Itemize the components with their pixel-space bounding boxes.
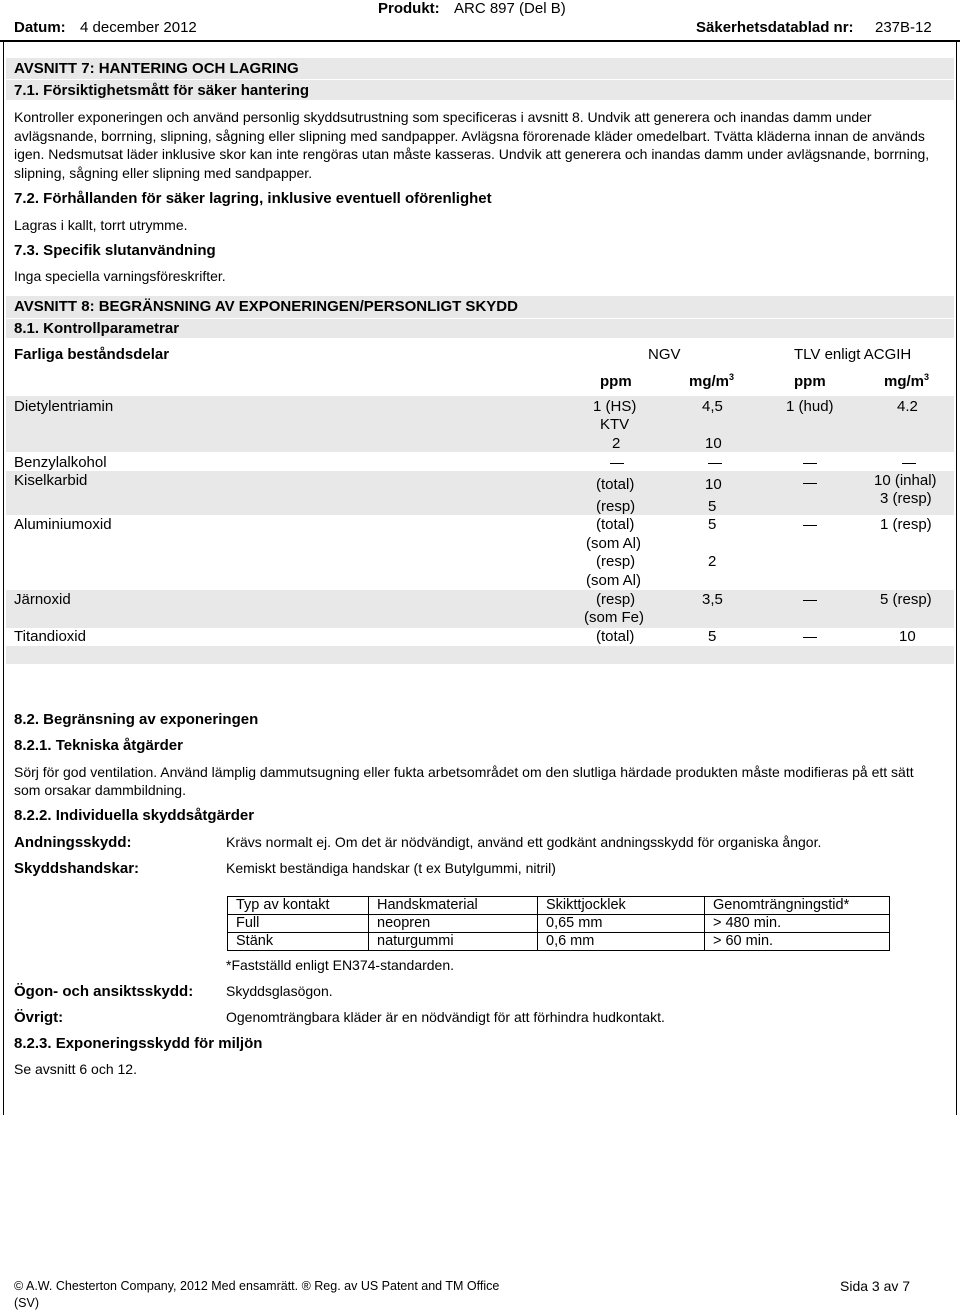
dash xyxy=(803,600,817,601)
section822-title: 8.2.2. Individuella skyddsåtgärder xyxy=(14,807,255,824)
section73-text: Inga speciella varningsföreskrifter. xyxy=(14,268,226,284)
footer-copyright: © A.W. Chesterton Company, 2012 Med ensamrätt. ® Reg. av US Patent and TM Office xyxy=(14,1279,500,1293)
ngv-mgm3: 2 xyxy=(708,553,717,570)
glove-col-header: Genomträngningstid* xyxy=(705,897,890,915)
substance-name: Järnoxid xyxy=(14,591,71,608)
tlv-mgm3: 10 (inhal) xyxy=(874,472,937,489)
ngv-ppm: 1 (HS) xyxy=(593,398,637,415)
ngv-ppm: (resp) xyxy=(596,591,636,608)
section7-title: AVSNITT 7: HANTERING OCH LAGRING xyxy=(14,60,299,77)
footer-lang: (SV) xyxy=(14,1296,39,1310)
section821-text: Sörj för god ventilation. Använd lämplig dammutsugning eller fukta arbetsområdet om den slutliga härdade produkten måste modifieras på ett sätt som orsakar dammbildning. xyxy=(14,764,914,798)
date-label: Datum: xyxy=(14,19,66,36)
table-row xyxy=(228,933,890,951)
ngv-ppm: 2 xyxy=(612,435,621,452)
footer-page: Sida 3 av 7 xyxy=(840,1278,911,1294)
substance-name: Aluminiumoxid xyxy=(14,516,112,533)
sds-label: Säkerhetsdatablad nr: xyxy=(696,19,854,36)
date-value: 4 december 2012 xyxy=(80,19,197,36)
breathing-text: Krävs normalt ej. Om det är nödvändigt, använd ett godkänt andningsskydd för organiska ångor. xyxy=(226,834,822,850)
frame-right xyxy=(956,42,957,1115)
glove-cell: neopren xyxy=(369,915,538,933)
eye-label: Ögon- och ansiktsskydd: xyxy=(14,983,194,1000)
gloves-text: Kemiskt beständiga handskar (t ex Butylgummi, nitril) xyxy=(226,860,556,876)
glove-cell: 0,6 mm xyxy=(538,933,705,951)
glove-cell: Stänk xyxy=(228,933,369,951)
other-label: Övrigt: xyxy=(14,1009,64,1026)
section71-text: Kontroller exponeringen och använd personlig skyddsutrustning som specificeras i avsnitt 8. Undvik att generera och inandas damm under avlägsnande, borrning, slipning, sågning eller slipning med sandpapper. Avlägsna förorenade kläder omedelbart. Tvätta kläderna innan de används igen. Nedsmutsat läder inklusive skor kan inte rengöras utan måste kasseras. Undvik att generera och inandas damm under avlägsnande, borrning, slipning, sågning eller slipning med sandpapper. xyxy=(14,109,930,181)
product-label: Produkt: xyxy=(378,0,440,17)
section821-title: 8.2.1. Tekniska åtgärder xyxy=(14,737,183,754)
sds-value: 237B-12 xyxy=(875,19,932,36)
col-substance-header: Farliga beståndsdelar xyxy=(14,346,170,363)
ngv-ppm: (total) xyxy=(596,476,635,493)
glove-col-header: Handskmaterial xyxy=(369,897,538,915)
glove-cell: naturgummi xyxy=(369,933,538,951)
glove-cell: 0,65 mm xyxy=(538,915,705,933)
glove-footnote: *Fastställd enligt EN374-standarden. xyxy=(226,957,455,973)
ngv-ppm: KTV xyxy=(600,416,630,433)
glove-cell: > 60 min. xyxy=(705,933,890,951)
glove-col-header: Skikttjocklek xyxy=(538,897,705,915)
section72-title: 7.2. Förhållanden för säker lagring, inklusive eventuell oförenlighet xyxy=(14,190,492,207)
ngv-ppm: (som Al) xyxy=(586,535,642,552)
col-ngv-header: NGV xyxy=(648,346,681,363)
other-text: Ogenomträngbara kläder är en nödvändigt för att förhindra hudkontakt. xyxy=(226,1009,665,1025)
frame-left xyxy=(3,42,4,1115)
ngv-ppm: (resp) xyxy=(596,553,636,570)
ngv-ppm: (resp) xyxy=(596,498,636,515)
dash xyxy=(803,483,817,484)
tlv-mgm3: 4.2 xyxy=(897,398,918,415)
section823-title: 8.2.3. Exponeringsskydd för miljön xyxy=(14,1035,263,1052)
ngv-ppm: (total) xyxy=(596,628,635,645)
dash xyxy=(902,463,916,464)
dash xyxy=(803,525,817,526)
dash xyxy=(708,463,722,464)
row-bg xyxy=(6,590,954,628)
substance-name: Benzylalkohol xyxy=(14,454,107,471)
ngv-ppm: (som Fe) xyxy=(584,609,644,626)
header-divider xyxy=(0,40,960,42)
ngv-ppm-header: ppm xyxy=(600,373,632,390)
glove-cell: > 480 min. xyxy=(705,915,890,933)
section823-text: Se avsnitt 6 och 12. xyxy=(14,1061,137,1077)
tlv-mgm3-header: $mg/m^3$ xyxy=(884,372,930,390)
col-tlv-header: TLV enligt ACGIH xyxy=(794,346,912,363)
dash xyxy=(610,463,624,464)
section8-title: AVSNITT 8: BEGRÄNSNING AV EXPONERINGEN/PERSONLIGT SKYDD xyxy=(14,298,518,315)
section81-title: 8.1. Kontrollparametrar xyxy=(14,320,180,337)
eye-text: Skyddsglasögon. xyxy=(226,983,333,999)
section73-title: 7.3. Specifik slutanvändning xyxy=(14,242,216,259)
ngv-mgm3-header: $mg/m^3$ xyxy=(689,372,735,390)
product-value: ARC 897 (Del B) xyxy=(454,0,566,17)
tlv-ppm-header: ppm xyxy=(794,373,826,390)
ngv-mgm3: 4,5 xyxy=(702,398,723,415)
section82-title: 8.2. Begränsning av exponeringen xyxy=(14,711,259,728)
tlv-mgm3: 10 xyxy=(899,628,916,645)
gloves-label: Skyddshandskar: xyxy=(14,860,140,877)
substance-name: Kiselkarbid xyxy=(14,472,88,489)
ngv-mgm3: 10 xyxy=(705,435,722,452)
substance-name: Dietylentriamin xyxy=(14,398,114,415)
section71-title: 7.1. Försiktighetsmått för säker hantering xyxy=(14,82,310,99)
row-bg xyxy=(6,471,954,515)
row-bg xyxy=(6,646,954,664)
substance-name: Titandioxid xyxy=(14,628,86,645)
breathing-label: Andningsskydd: xyxy=(14,834,132,851)
glove-col-header: Typ av kontakt xyxy=(228,897,369,915)
table-row xyxy=(228,915,890,933)
ngv-mgm3: 3,5 xyxy=(702,591,723,608)
table-header-row xyxy=(228,897,890,915)
ngv-mgm3: 10 xyxy=(705,476,722,493)
tlv-mgm3: 1 (resp) xyxy=(880,516,932,533)
tlv-ppm: 1 (hud) xyxy=(786,398,834,415)
ngv-ppm: (total) xyxy=(596,516,635,533)
section72-text: Lagras i kallt, torrt utrymme. xyxy=(14,217,188,233)
ngv-ppm: (som Al) xyxy=(586,572,642,589)
glove-table xyxy=(227,896,890,951)
tlv-mgm3: 3 (resp) xyxy=(880,490,932,507)
ngv-mgm3: 5 xyxy=(708,516,717,533)
glove-cell: Full xyxy=(228,915,369,933)
dash xyxy=(803,637,817,638)
dash xyxy=(803,463,817,464)
ngv-mgm3: 5 xyxy=(708,628,717,645)
tlv-mgm3: 5 (resp) xyxy=(880,591,932,608)
ngv-mgm3: 5 xyxy=(708,498,717,515)
